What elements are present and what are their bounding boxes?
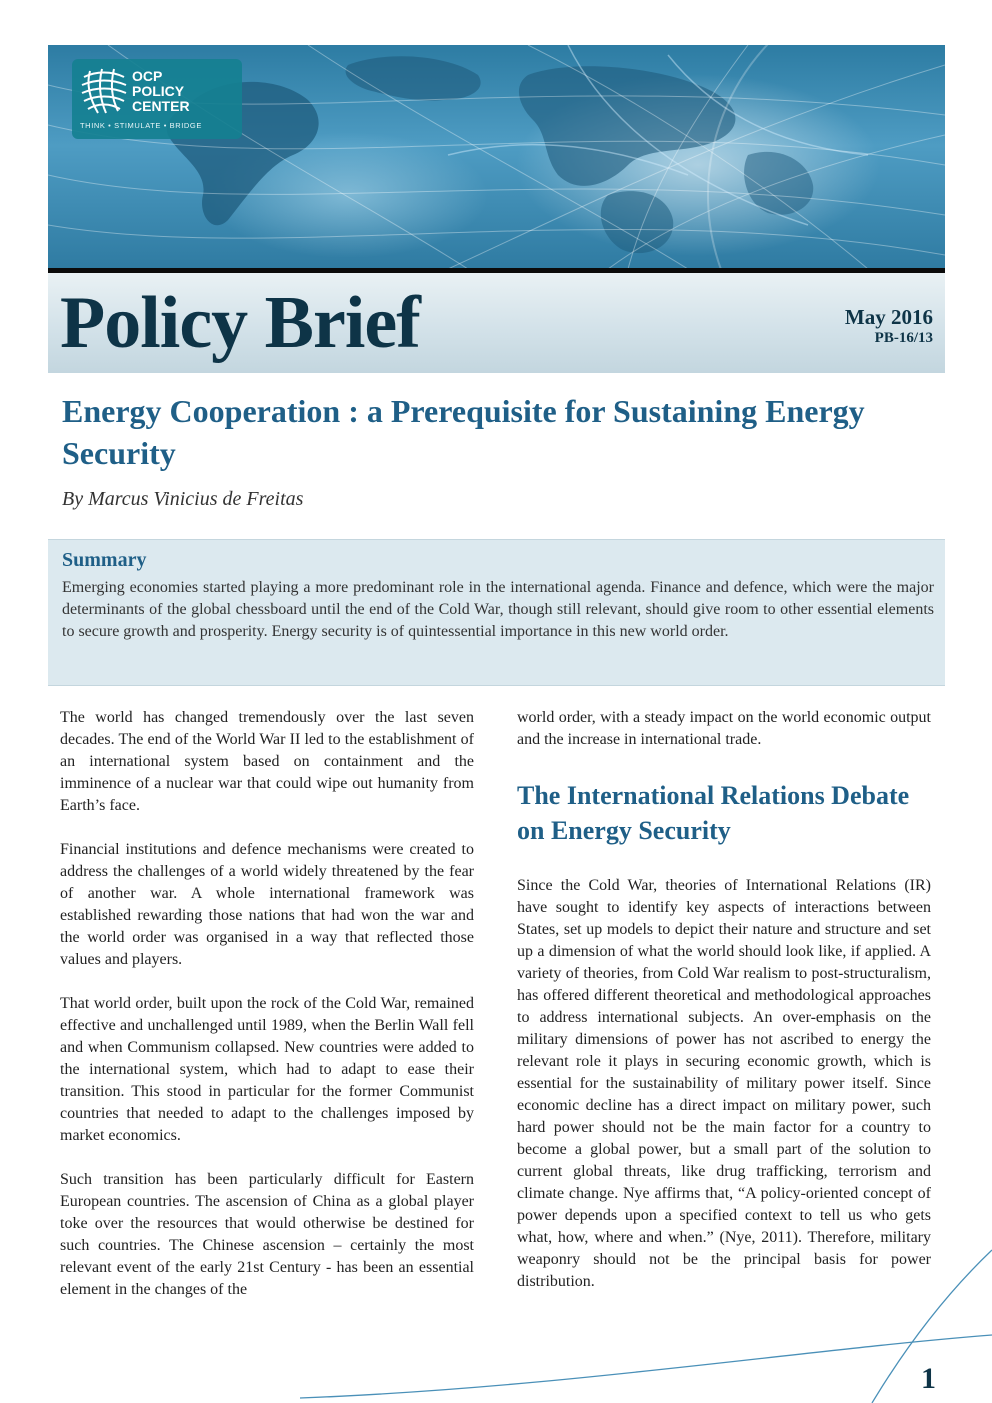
summary-text: Emerging economies started playing a more predominant role in the international agenda. Finance and defence, which were the major determinants of the global chessboard until the end of the Cold War, though still relevant, should give room to other essential elements to secure growth and prosperity. Energy security is of quintessential importance in this new world order. (62, 579, 934, 640)
paragraph: The world has changed tremendously over the last seven decades. The end of the World War II led to the establishment of an international system based on containment and the imminence of a nuclear war that could wipe out humanity from Earth’s face. (60, 709, 474, 814)
section-heading: The International Relations Debate on Energy Security (517, 781, 910, 845)
page-number: 1 (921, 1362, 936, 1395)
paragraph: world order, with a steady impact on the world economic output and the increase in international trade. (517, 709, 931, 748)
publication-title: Policy Brief (60, 282, 420, 364)
logo-text-line-2: POLICY (132, 83, 185, 99)
paragraph: Since the Cold War, theories of International Relations (IR) have sought to identify key aspects of interactions between States, set up models to depict their nature and structure and set up a dimension of what the world should look like, if applied. A variety of theories, from Cold War realism to post-structuralism, has offered different theoretical and methodological approaches to address international subjects. An over-emphasis on the military dimensions of power has not ascribed to energy the relevant role it plays in securing economic growth, which is essential for the sustainability of military power itself. Since economic decline has a direct impact on military power, such hard power should not be the main factor for a country to become a global power, but a small part of the solution to current global threats, like drug trafficking, terrorism and climate change. Nye affirms that, “A policy-oriented concept of power depends upon a specified context to tell us who gets what, how, where and when.” (Nye, 2011). Therefore, military weaponry should not be the principal basis for power distribution. (517, 877, 931, 1290)
logo-text-line-3: CENTER (132, 98, 190, 114)
paragraph: Financial institutions and defence mechanisms were created to address the challenges of a world widely threatened by the fear of another war. A whole international framework was established rewarding those nations that had won the war and the world order was organised in a way that reflected those values and players. (60, 841, 474, 968)
author-byline: By Marcus Vinicius de Freitas (62, 488, 304, 510)
decorative-curve (300, 1335, 992, 1398)
paragraph: Such transition has been particularly difficult for Eastern European countries. The ascension of China as a global player toke over the resources that would otherwise be destined for such countries. The Chinese ascension – certainly the most relevant event of the early 21st Century - has been an essential element in the changes of the (60, 1171, 474, 1298)
logo-tagline: THINK • STIMULATE • BRIDGE (80, 121, 202, 130)
publication-date: May 2016 (844, 305, 933, 329)
paragraph: That world order, built upon the rock of the Cold War, remained effective and unchallenged until 1989, when the Berlin Wall fell and when Communism collapsed. New countries were added to the international system, which had to adapt to ease their transition. This stood in particular for the former Communist countries that needed to adapt to the challenges imposed by market economics. (60, 995, 474, 1144)
article-title: Energy Cooperation : a Prerequisite for Sustaining Energy Security (62, 393, 865, 471)
summary-heading: Summary (62, 549, 147, 571)
publication-code: PB-16/13 (874, 330, 933, 346)
logo-text-line-1: OCP (132, 68, 163, 84)
